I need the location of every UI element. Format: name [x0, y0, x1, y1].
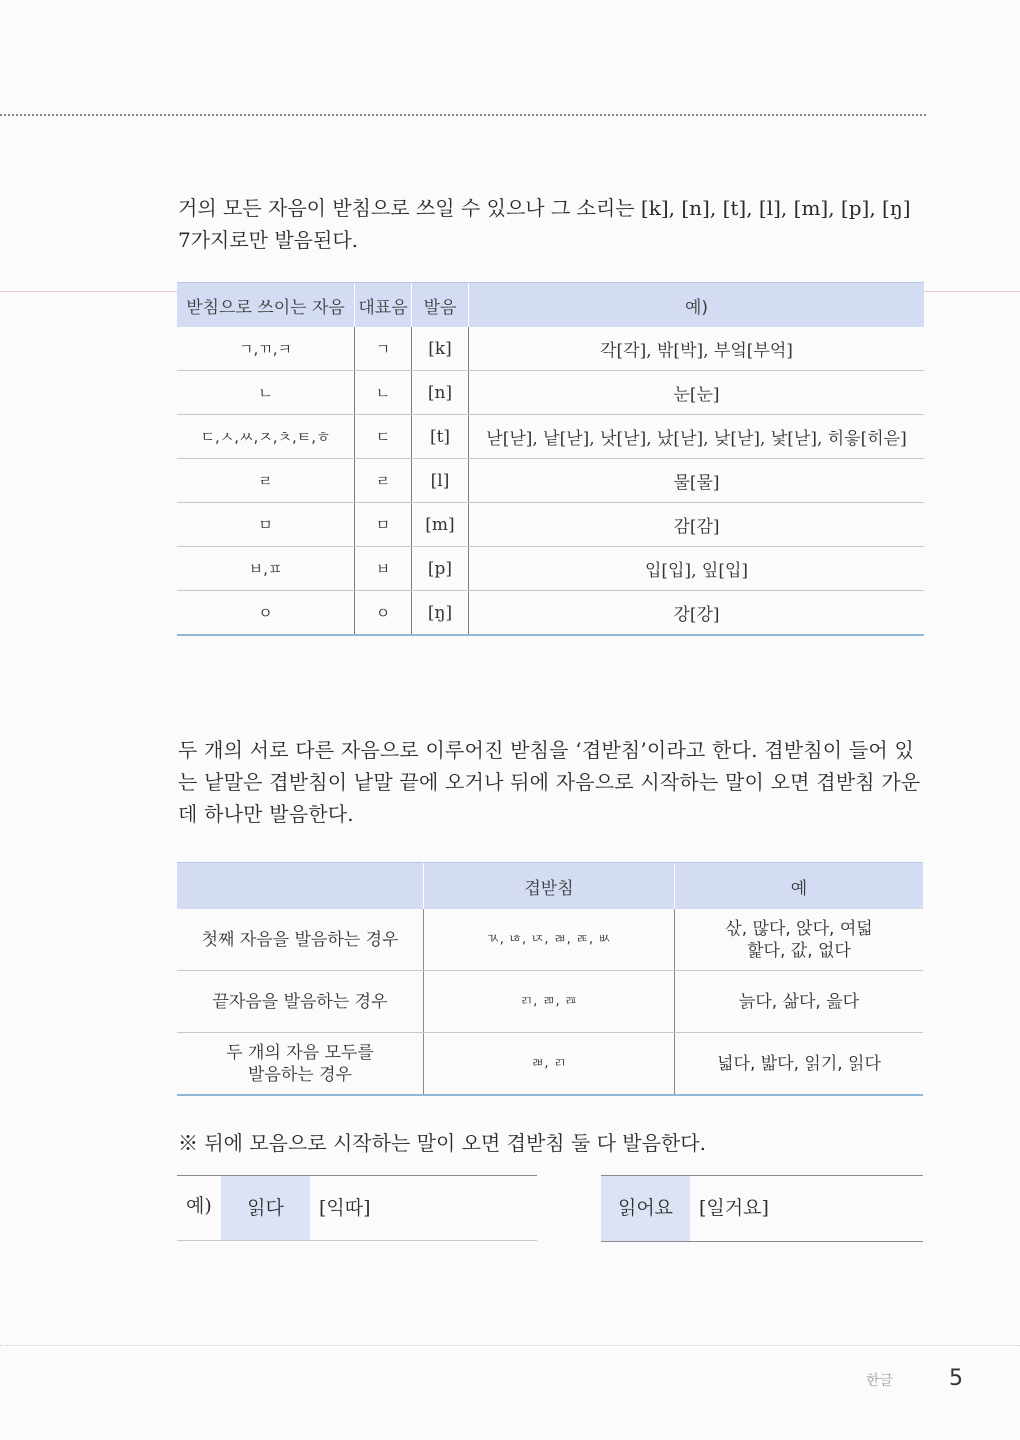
cell-pronunciation: [n] [412, 371, 469, 415]
cell-consonants: ㄴ [177, 371, 355, 415]
cell-representative: ㄹ [355, 459, 412, 503]
cell-examples: 눈[눈] [469, 371, 925, 415]
cell-pronunciation: [t] [412, 415, 469, 459]
cell-pronunciation: [k] [412, 327, 469, 371]
cell-double-consonant: ㄳ, ㄶ, ㄵ, ㄼ, ㄾ, ㅄ [424, 909, 675, 971]
col-header-examples: 예) [469, 283, 925, 328]
cell-case: 두 개의 자음 모두를 발음하는 경우 [177, 1033, 424, 1096]
cell-representative: ㅂ [355, 547, 412, 591]
cell-examples: 낟[낟], 낱[낟], 낫[낟], 났[낟], 낮[낟], 낯[낟], 히읗[히읃] [469, 415, 925, 459]
cell-examples: 넓다, 밟다, 읽기, 읽다 [675, 1033, 924, 1096]
cell-consonants: ㄷ,ㅅ,ㅆ,ㅈ,ㅊ,ㅌ,ㅎ [177, 415, 355, 459]
example-bottom-rule-left [177, 1240, 537, 1241]
intro-paragraph-2: 두 개의 서로 다른 자음으로 이루어진 받침을 ‘겹받침’이라고 한다. 겹받침이 들어 있는 낱말은 겹받침이 낱말 끝에 오거나 뒤에 자음으로 시작하는 말이 오면 겹받침 가운데 하나만 발음한다. [178, 738, 921, 826]
table-row [177, 503, 924, 547]
table-row [177, 327, 924, 371]
example-bottom-rule-right [601, 1241, 923, 1242]
cell-pronunciation: [p] [412, 547, 469, 591]
cell-case: 끝자음을 발음하는 경우 [177, 971, 424, 1033]
example-word-2: 읽어요 [601, 1176, 690, 1241]
example-label: 예) [186, 1195, 212, 1217]
cell-double-consonant: ㄼ, ㄺ [424, 1033, 675, 1096]
cell-double-consonant: ㄺ, ㄻ, ㄿ [424, 971, 675, 1033]
table-row [177, 459, 924, 503]
double-final-consonant-table [177, 862, 923, 1096]
cell-examples: 각[각], 밖[박], 부엌[부억] [469, 327, 925, 371]
example-pronunciation-1: [익따] [319, 1197, 371, 1219]
cell-representative: ㄷ [355, 415, 412, 459]
cell-pronunciation: [m] [412, 503, 469, 547]
footer-section-label: 한글 [866, 1373, 894, 1389]
cell-pronunciation: [ŋ] [412, 591, 469, 636]
intro-paragraph-1: 거의 모든 자음이 받침으로 쓰일 수 있으나 그 소리는 [k], [n], [t], [l], [m], [p], [ŋ] 7가지로만 발음된다. [178, 196, 911, 252]
table-header-row [177, 863, 923, 910]
cell-consonants: ㄹ [177, 459, 355, 503]
table-row [177, 1033, 923, 1096]
header-dotted-rule [0, 114, 926, 116]
table-row [177, 909, 923, 971]
cell-representative: ㄱ [355, 327, 412, 371]
page-number: 5 [949, 1366, 963, 1391]
cell-consonants: ㅂ,ㅍ [177, 547, 355, 591]
table-row [177, 371, 924, 415]
table-row [177, 415, 924, 459]
cell-examples: 입[입], 잎[입] [469, 547, 925, 591]
cell-consonants: ㅁ [177, 503, 355, 547]
table-row [177, 971, 923, 1033]
col-header-pronunciation: 발음 [412, 283, 469, 328]
cell-pronunciation: [l] [412, 459, 469, 503]
example-pronunciation-2: [일거요] [699, 1197, 769, 1219]
cell-representative: ㅇ [355, 591, 412, 636]
col-header-examples: 예 [675, 863, 924, 910]
cell-examples: 물[물] [469, 459, 925, 503]
note-text: ※ 뒤에 모음으로 시작하는 말이 오면 겹받침 둘 다 발음한다. [178, 1131, 706, 1155]
col-header-case [177, 863, 424, 910]
cell-case: 첫째 자음을 발음하는 경우 [177, 909, 424, 971]
cell-examples: 삯, 많다, 앉다, 여덟 핥다, 값, 없다 [675, 909, 924, 971]
cell-examples: 강[강] [469, 591, 925, 636]
col-header-double-consonant: 겹받침 [424, 863, 675, 910]
cell-consonants: ㄱ,ㄲ,ㅋ [177, 327, 355, 371]
table-header-row [177, 283, 924, 328]
footer-rule [0, 1345, 1020, 1346]
table-row [177, 591, 924, 636]
cell-consonants: ㅇ [177, 591, 355, 636]
table-row [177, 547, 924, 591]
cell-examples: 감[감] [469, 503, 925, 547]
example-word-1: 읽다 [221, 1176, 310, 1240]
cell-representative: ㅁ [355, 503, 412, 547]
col-header-consonants: 받침으로 쓰이는 자음 [177, 283, 355, 328]
col-header-representative: 대표음 [355, 283, 412, 328]
final-consonant-table [177, 282, 924, 636]
cell-examples: 늙다, 삶다, 읊다 [675, 971, 924, 1033]
cell-representative: ㄴ [355, 371, 412, 415]
